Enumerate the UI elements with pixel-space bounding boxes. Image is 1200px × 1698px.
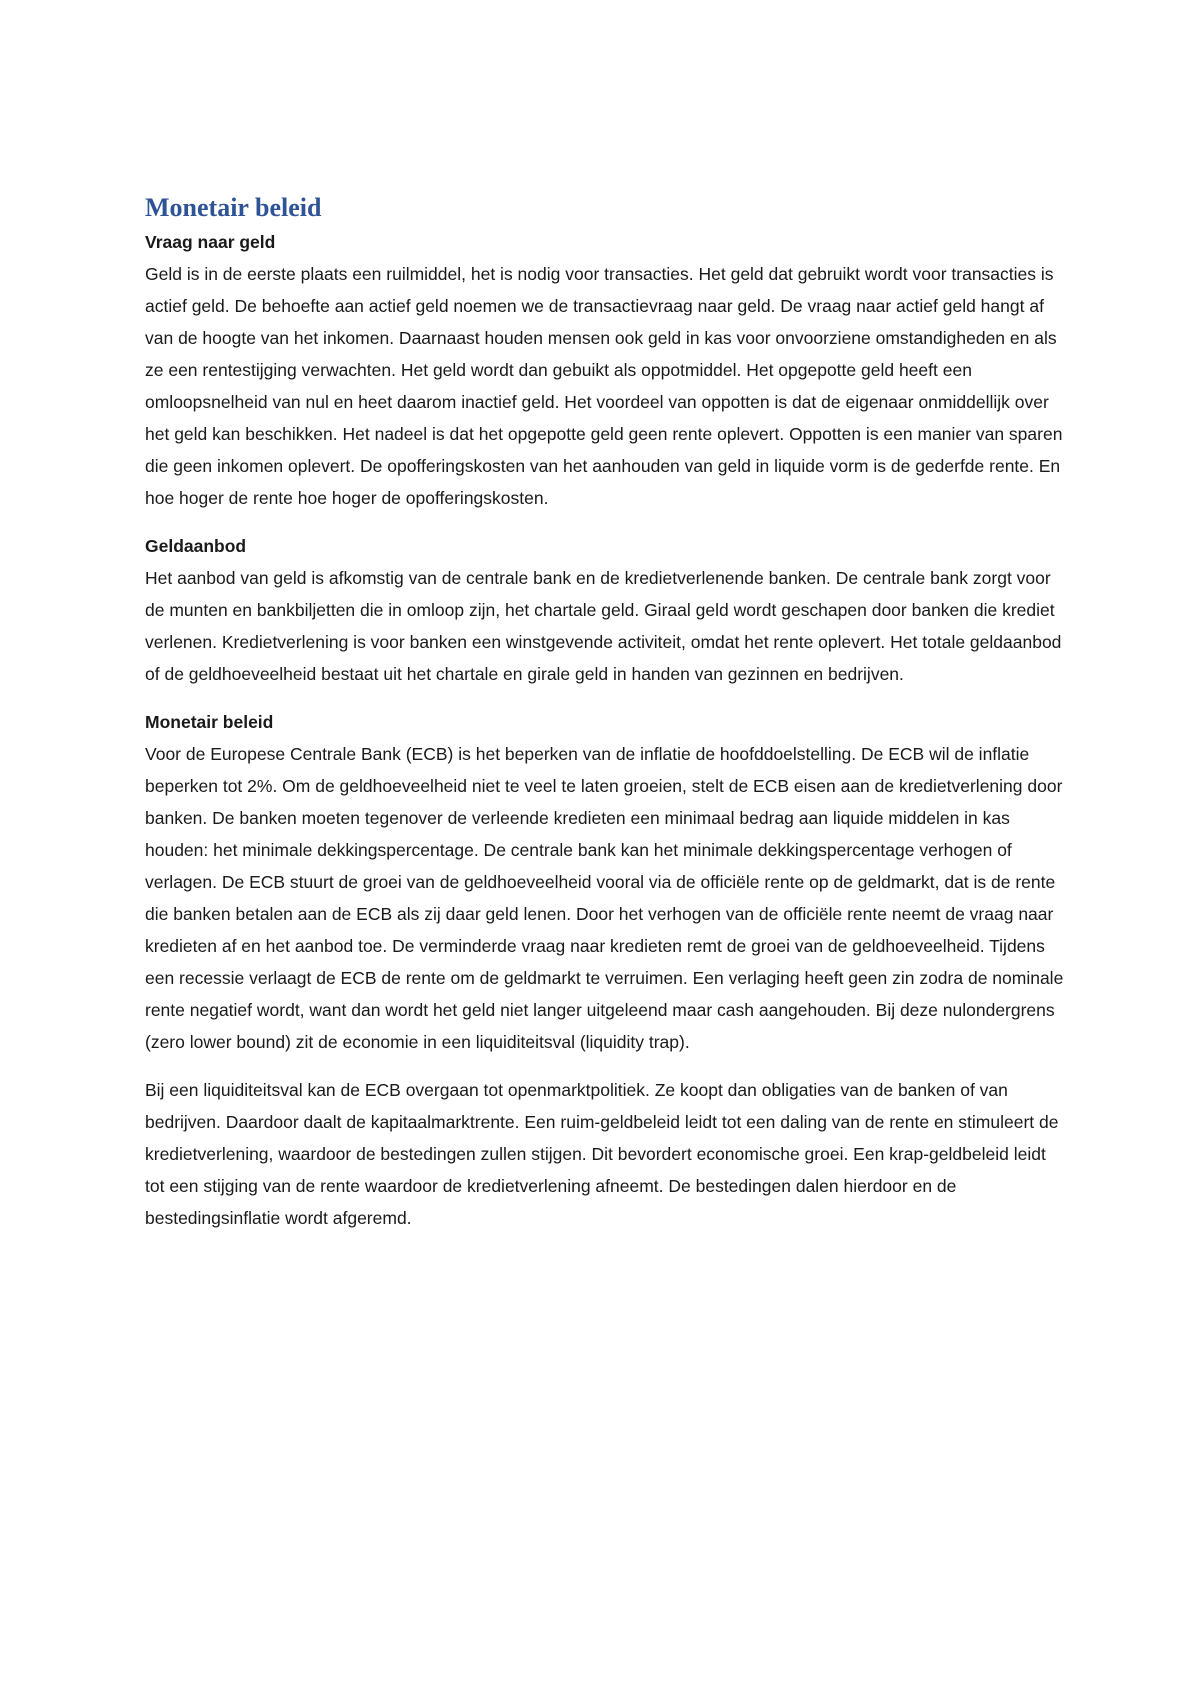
section-heading: Geldaanbod [145,536,247,556]
section-monetair-beleid [145,706,1065,1234]
section-geldaanbod [145,530,1065,690]
paragraph: Geld is in de eerste plaats een ruilmiddel, het is nodig voor transacties. Het geld dat gebruikt wordt voor transacties is actief geld. De behoefte aan actief geld noemen we de transactievraag naar geld. De vraag naar actief geld hangt af van de hoogte van het inkomen. Daarnaast houden mensen ook geld in kas voor onvoorziene omstandigheden en als ze een rentestijging verwachten. Het geld wordt dan gebuikt als oppotmiddel. Het opgepotte geld heeft een omloopsnelheid van nul en heet daarom inactief geld. Het voordeel van oppotten is dat de eigenaar onmiddellijk over het geld kan beschikken. Het nadeel is dat het opgepotte geld geen rente oplevert. Oppotten is een manier van sparen die geen inkomen oplevert. De opofferingskosten van het aanhouden van geld in liquide vorm is de gederfde rente. En hoe hoger de rente hoe hoger de opofferingskosten. [145,264,1063,508]
paragraph: Het aanbod van geld is afkomstig van de centrale bank en de kredietverlenende banken. De centrale bank zorgt voor de munten en bankbiljetten die in omloop zijn, het chartale geld. Giraal geld wordt geschapen door banken die krediet verlenen. Kredietverlening is voor banken een winstgevende activiteit, omdat het rente oplevert. Het totale geldaanbod of de geldhoeveelheid bestaat uit het chartale en girale geld in handen van gezinnen en bedrijven. [145,568,1062,684]
section-heading: Vraag naar geld [145,232,276,252]
section-heading: Monetair beleid [145,712,274,732]
paragraph: Voor de Europese Centrale Bank (ECB) is het beperken van de inflatie de hoofddoelstelling. De ECB wil de inflatie beperken tot 2%. Om de geldhoeveelheid niet te veel te laten groeien, stelt de ECB eisen aan de kredietverlening door banken. De banken moeten tegenover de verleende kredieten een minimaal bedrag aan liquide middelen in kas houden: het minimale dekkingspercentage. De centrale bank kan het minimale dekkingspercentage verhogen of verlagen. De ECB stuurt de groei van de geldhoeveelheid vooral via de officiële rente op de geldmarkt, dat is de rente die banken betalen aan de ECB als zij daar geld lenen. Door het verhogen van de officiële rente neemt de vraag naar kredieten af en het aanbod toe. De verminderde vraag naar kredieten remt de groei van de geldhoeveelheid. Tijdens een recessie verlaagt de ECB de rente om de geldmarkt te verruimen. Een verlaging heeft geen zin zodra de nominale rente negatief wordt, want dan wordt het geld niet langer uitgeleend maar cash aangehouden. Bij deze nulondergrens (zero lower bound) zit de economie in een liquiditeitsval (liquidity trap). [145,744,1064,1052]
document-page [145,190,1065,1250]
paragraph: Bij een liquiditeitsval kan de ECB overgaan tot openmarktpolitiek. Ze koopt dan obligaties van de banken of van bedrijven. Daardoor daalt de kapitaalmarktrente. Een ruim-geldbeleid leidt tot een daling van de rente en stimuleert de kredietverlening, waardoor de bestedingen zullen stijgen. Dit bevordert economische groei. Een krap-geldbeleid leidt tot een stijging van de rente waardoor de kredietverlening afneemt. De bestedingen dalen hierdoor en de bestedingsinflatie wordt afgeremd. [145,1080,1059,1228]
document-title: Monetair beleid [145,193,322,222]
section-vraag-naar-geld [145,226,1065,514]
